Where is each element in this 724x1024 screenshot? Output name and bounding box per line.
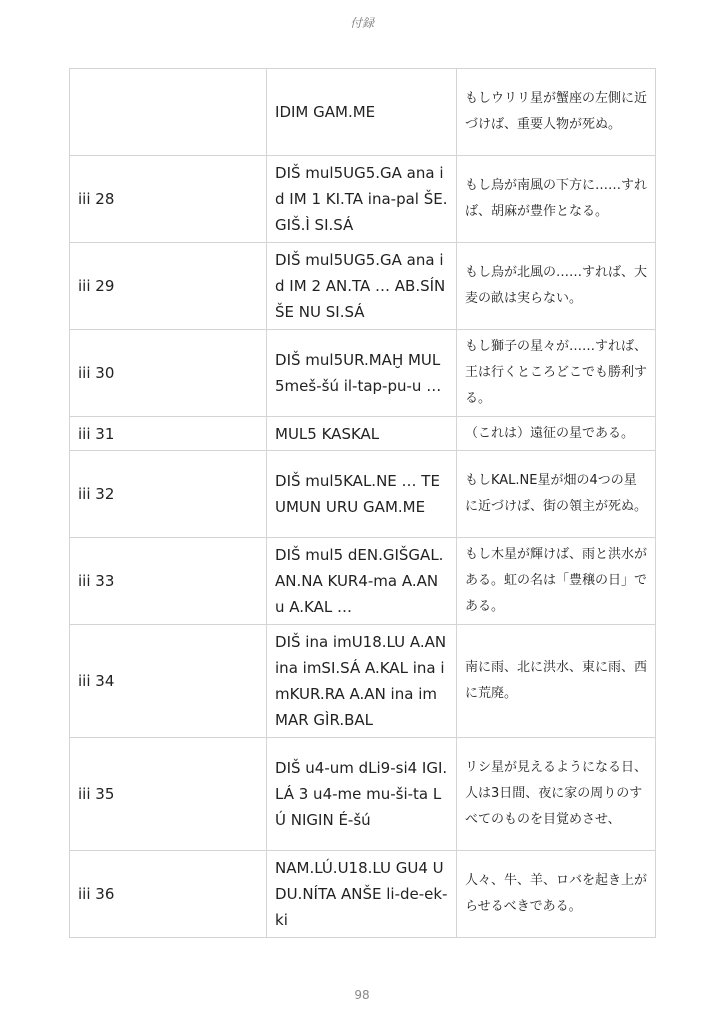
line-ref: iii 34 xyxy=(70,625,267,738)
japanese-translation: （これは）遠征の星である。 xyxy=(456,417,655,451)
table-row xyxy=(70,243,656,330)
akkadian-text: DIŠ mul5 dEN.GIŠGAL.AN.NA KUR4-ma A.AN u A.KAL … xyxy=(267,538,457,625)
line-ref: iii 29 xyxy=(70,243,267,330)
line-ref xyxy=(70,69,267,156)
japanese-translation: もし木星が輝けば、雨と洪水がある。虹の名は「豊穣の日」である。 xyxy=(456,538,655,625)
line-ref: iii 36 xyxy=(70,851,267,938)
table-row xyxy=(70,156,656,243)
japanese-translation: もしウリリ星が蟹座の左側に近づけば、重要人物が死ぬ。 xyxy=(456,69,655,156)
japanese-translation: リシ星が見えるようになる日、人は3日間、夜に家の周りのすべてのものを目覚めさせ、 xyxy=(456,738,655,851)
omen-table xyxy=(69,68,656,938)
japanese-translation: 人々、牛、羊、ロバを起き上がらせるべきである。 xyxy=(456,851,655,938)
table-row xyxy=(70,851,656,938)
akkadian-text: DIŠ ina imU18.LU A.AN ina imSI.SÁ A.KAL ina imKUR.RA A.AN ina imMAR GÌR.BAL xyxy=(267,625,457,738)
akkadian-text: DIŠ mul5UG5.GA ana id IM 1 KI.TA ina-pal ŠE.GIŠ.Ì SI.SÁ xyxy=(267,156,457,243)
japanese-translation: もし烏が北風の……すれば、大麦の畝は実らない。 xyxy=(456,243,655,330)
akkadian-text: DIŠ mul5UR.MAḪ MUL 5meš-šú il-tap-pu-u … xyxy=(267,330,457,417)
running-header: 付録 xyxy=(349,16,374,30)
line-ref: iii 28 xyxy=(70,156,267,243)
table-row xyxy=(70,330,656,417)
table-row xyxy=(70,451,656,538)
line-ref: iii 31 xyxy=(70,417,267,451)
table-row xyxy=(70,69,656,156)
line-ref: iii 30 xyxy=(70,330,267,417)
akkadian-text: DIŠ u4-um dLi9-si4 IGI.LÁ 3 u4-me mu-ši-ta LÚ NIGIN É-šú xyxy=(267,738,457,851)
line-ref: iii 35 xyxy=(70,738,267,851)
line-ref: iii 32 xyxy=(70,451,267,538)
table-row xyxy=(70,417,656,451)
akkadian-text: DIŠ mul5UG5.GA ana id IM 2 AN.TA … AB.SÍN ŠE NU SI.SÁ xyxy=(267,243,457,330)
akkadian-text: IDIM GAM.ME xyxy=(267,69,457,156)
akkadian-text: DIŠ mul5KAL.NE … TE UMUN URU GAM.ME xyxy=(267,451,457,538)
akkadian-text: NAM.LÚ.U18.LU GU4 UDU.NÍTA ANŠE li-de-ek-ki xyxy=(267,851,457,938)
akkadian-text: MUL5 KASKAL xyxy=(267,417,457,451)
table-row xyxy=(70,738,656,851)
japanese-translation: もし獅子の星々が……すれば、王は行くところどこでも勝利する。 xyxy=(456,330,655,417)
line-ref: iii 33 xyxy=(70,538,267,625)
table-row xyxy=(70,625,656,738)
japanese-translation: 南に雨、北に洪水、東に雨、西に荒廃。 xyxy=(456,625,655,738)
japanese-translation: もしKAL.NE星が畑の4つの星に近づけば、街の領主が死ぬ。 xyxy=(456,451,655,538)
japanese-translation: もし烏が南風の下方に……すれば、胡麻が豊作となる。 xyxy=(456,156,655,243)
page-number: 98 xyxy=(354,988,370,1002)
table-row xyxy=(70,538,656,625)
